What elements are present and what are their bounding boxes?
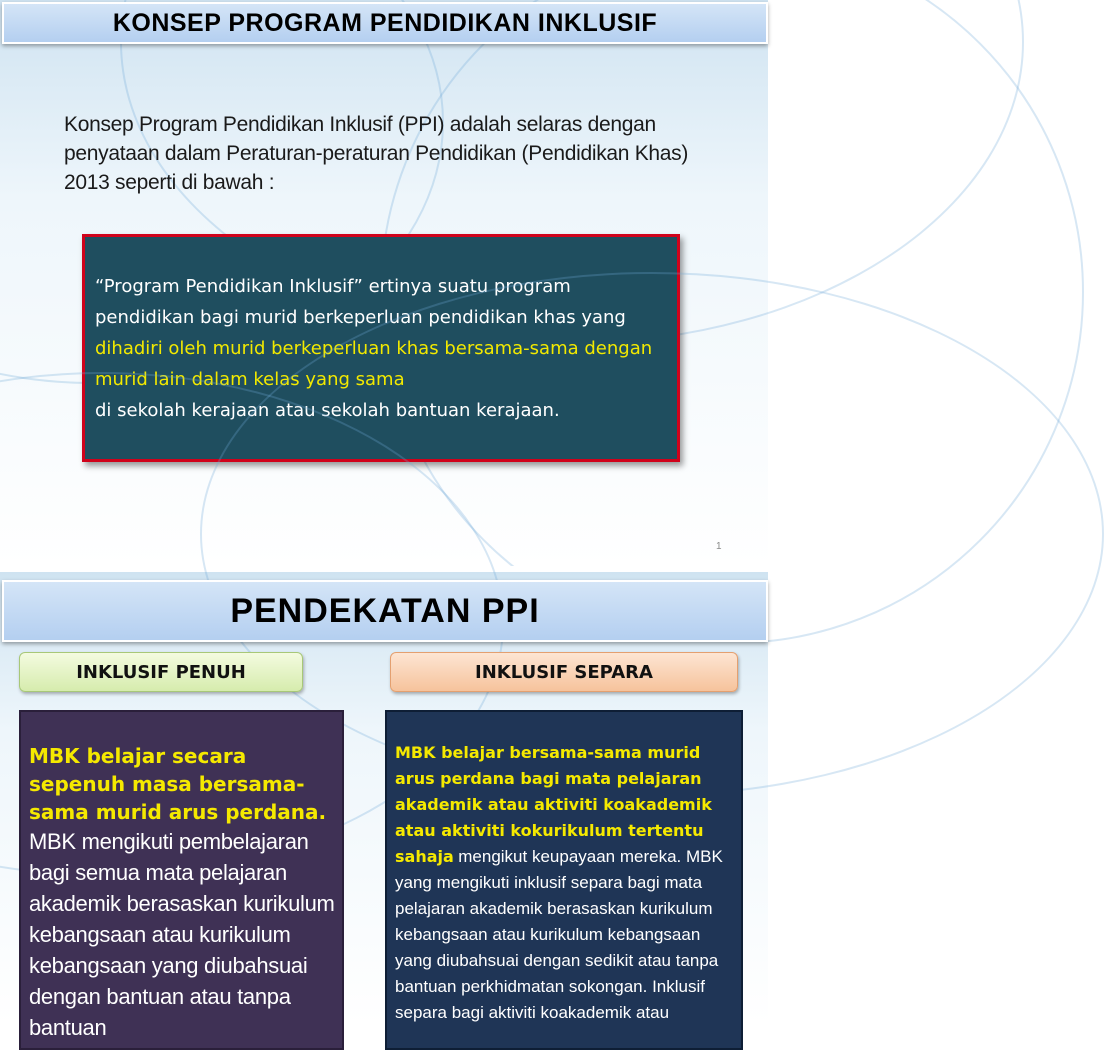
intro-paragraph: Konsep Program Pendidikan Inklusif (PPI) adalah selaras dengan penyataan dalam Peraturan-peraturan Pendidikan (Pendidikan Khas) 2013 seperti di bawah :	[64, 113, 689, 194]
page-number: 1	[716, 541, 722, 552]
definition-highlight: dihadiri oleh murid berkeperluan khas bersama-sama dengan murid lain dalam kelas yang sama	[95, 338, 653, 390]
inklusif-separa-body: mengikut keupayaan mereka. MBK yang mengikuti inklusif separa bagi mata pelajaran akademik berasaskan kurikulum kebangsaan atau kurikulum kebangsaan yang diubahsuai dengan sedikit atau tanpa bantuan perkhidmatan sokongan. Inklusif separa bagi aktiviti koakademik atau	[395, 847, 723, 1022]
slide-2	[0, 566, 768, 1040]
inklusif-penuh-panel	[19, 710, 344, 1050]
inklusif-separa-text	[395, 740, 735, 1026]
slide-2-title: PENDEKATAN PPI	[2, 580, 768, 642]
inklusif-penuh-label: INKLUSIF PENUH	[19, 652, 303, 692]
definition-part-1: “Program Pendidikan Inklusif” ertinya suatu program pendidikan bagi murid berkeperluan pendidikan khas yang	[95, 276, 626, 328]
inklusif-separa-label: INKLUSIF SEPARA	[390, 652, 738, 692]
inklusif-penuh-lead: MBK belajar secara sepenuh masa bersama-sama murid arus perdana.	[29, 744, 327, 824]
slide-1-title: KONSEP PROGRAM PENDIDIKAN INKLUSIF	[2, 2, 768, 44]
inklusif-separa-panel	[385, 710, 743, 1050]
inklusif-penuh-body: MBK mengikuti pembelajaran bagi semua mata pelajaran akademik berasaskan kurikulum kebangsaan atau kurikulum kebangsaan yang diubahsuai dengan bantuan atau tanpa bantuan	[29, 829, 335, 1040]
inklusif-separa-lead: MBK belajar bersama-sama murid arus perdana bagi mata pelajaran akademik atau aktiviti koakademik atau aktiviti kokurikulum tertentu sahaja	[395, 743, 712, 866]
definition-part-2: di sekolah kerajaan atau sekolah bantuan kerajaan.	[95, 400, 560, 421]
